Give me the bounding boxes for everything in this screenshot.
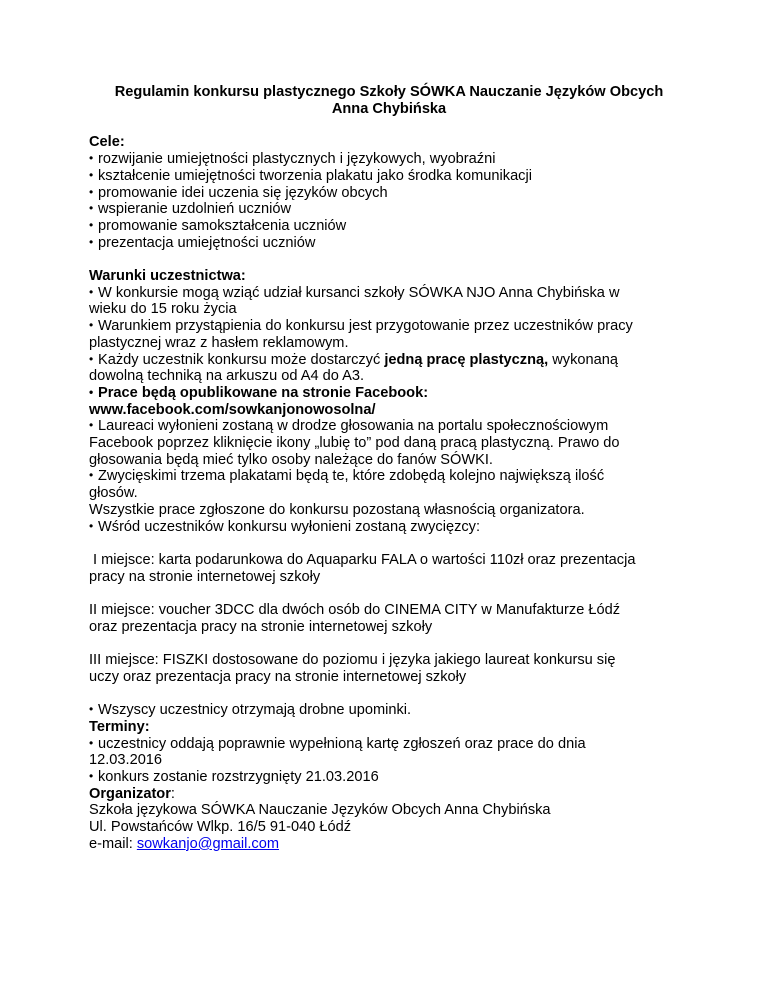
warunki-p5-line1: • Laureaci wyłonieni zostaną w drodze głosowania na portalu społecznościowym — [89, 418, 689, 435]
cele-heading: Cele: — [89, 134, 125, 151]
organizator-colon: : — [170, 785, 175, 802]
section-terminy — [89, 702, 689, 786]
warunki-p1-line2: wieku do 15 roku życia — [89, 301, 237, 318]
document-title — [89, 84, 689, 117]
section-organizator — [89, 786, 689, 853]
warunki-p5-line3: głosowania będą mieć tylko osoby należące do fanów SÓWKI. — [89, 451, 493, 468]
section-warunki — [89, 268, 689, 535]
warunki-heading: Warunki uczestnictwa: — [89, 268, 246, 285]
warunki-p3-post: wykonaną — [548, 351, 618, 368]
warunki-p3-line2: dowolną techniką na arkuszu od A4 do A3. — [89, 368, 365, 385]
warunki-p8: • Wśród uczestników konkursu wyłonieni zostaną zwycięzcy: — [89, 519, 689, 536]
prize-1-line2: pracy na stronie internetowej szkoły — [89, 568, 321, 585]
section-nagrody — [89, 552, 689, 686]
warunki-p2-line2: plastycznej wraz z hasłem reklamowym. — [89, 334, 349, 351]
cele-item-6: • prezentacja umiejętności uczniów — [89, 235, 689, 252]
organizator-heading: Organizator — [89, 785, 171, 802]
warunki-p1-line1: • W konkursie mogą wziąć udział kursanci szkoły SÓWKA NJO Anna Chybińska w — [89, 285, 689, 302]
cele-item-5: • promowanie samokształcenia uczniów — [89, 218, 689, 235]
organizator-heading-line — [89, 786, 689, 803]
cele-item-2: • kształcenie umiejętności tworzenia plakatu jako środka komunikacji — [89, 168, 689, 185]
warunki-p2-line1: • Warunkiem przystąpienia do konkursu jest przygotowanie przez uczestników pracy — [89, 318, 689, 335]
title-line-2: Anna Chybińska — [331, 100, 447, 117]
prize-3-line1: III miejsce: FISZKI dostosowane do poziomu i języka jakiego laureat konkursu się — [89, 652, 616, 669]
warunki-p4-line1: • Prace będą opublikowane na stronie Facebook: — [89, 385, 689, 402]
prize-2-line2: oraz prezentacja pracy na stronie internetowej szkoły — [89, 618, 433, 635]
cele-item-1: • rozwijanie umiejętności plastycznych i językowych, wyobraźni — [89, 151, 689, 168]
title-line-1: Regulamin konkursu plastycznego Szkoły SÓWKA Nauczanie Języków Obcych — [114, 84, 664, 100]
terminy-item-1-line2: 12.03.2016 — [89, 752, 163, 769]
warunki-p6-line2: głosów. — [89, 485, 138, 502]
organizator-address: Ul. Powstańców Wlkp. 16/5 91-040 Łódź — [89, 819, 352, 836]
cele-item-3: • promowanie idei uczenia się języków obcych — [89, 185, 689, 202]
warunki-p7: Wszystkie prace zgłoszone do konkursu pozostaną własnością organizatora. — [89, 501, 585, 518]
organizator-name: Szkoła językowa SÓWKA Nauczanie Języków Obcych Anna Chybińska — [89, 802, 551, 819]
organizator-email-line — [89, 836, 689, 853]
warunki-p5-line2: Facebook poprzez kliknięcie ikony „lubię to” pod daną pracą plastyczną. Prawo do — [89, 435, 620, 452]
email-link[interactable]: sowkanjo@gmail.com — [136, 835, 279, 852]
section-cele — [89, 134, 689, 251]
terminy-item-1-line1: • uczestnicy oddają poprawnie wypełnioną kartę zgłoszeń oraz prace do dnia — [89, 736, 689, 753]
prize-3-line2: uczy oraz prezentacja pracy na stronie internetowej szkoły — [89, 668, 467, 685]
warunki-p3-pre: Każdy uczestnik konkursu może dostarczyć — [98, 351, 385, 368]
warunki-p3-bold: jedną pracę plastyczną, — [384, 351, 549, 368]
cele-item-4: • wspieranie uzdolnień uczniów — [89, 201, 689, 218]
facebook-url: www.facebook.com/sowkanjonowosolna/ — [89, 401, 376, 418]
upominki-text: • Wszyscy uczestnicy otrzymają drobne upominki. — [89, 702, 689, 719]
document-page — [89, 84, 689, 853]
email-label: e-mail: — [89, 835, 137, 852]
prize-2-line1: II miejsce: voucher 3DCC dla dwóch osób do CINEMA CITY w Manufakturze Łódź — [89, 602, 621, 619]
prize-1-line1: I miejsce: karta podarunkowa do Aquaparku FALA o wartości 110zł oraz prezentacja — [93, 551, 636, 568]
warunki-p6-line1: • Zwycięskimi trzema plakatami będą te, które zdobędą kolejno największą ilość — [89, 468, 689, 485]
warunki-p3-line1 — [89, 352, 689, 369]
terminy-heading: Terminy: — [89, 718, 150, 735]
terminy-item-2: • konkurs zostanie rozstrzygnięty 21.03.2016 — [89, 769, 689, 786]
